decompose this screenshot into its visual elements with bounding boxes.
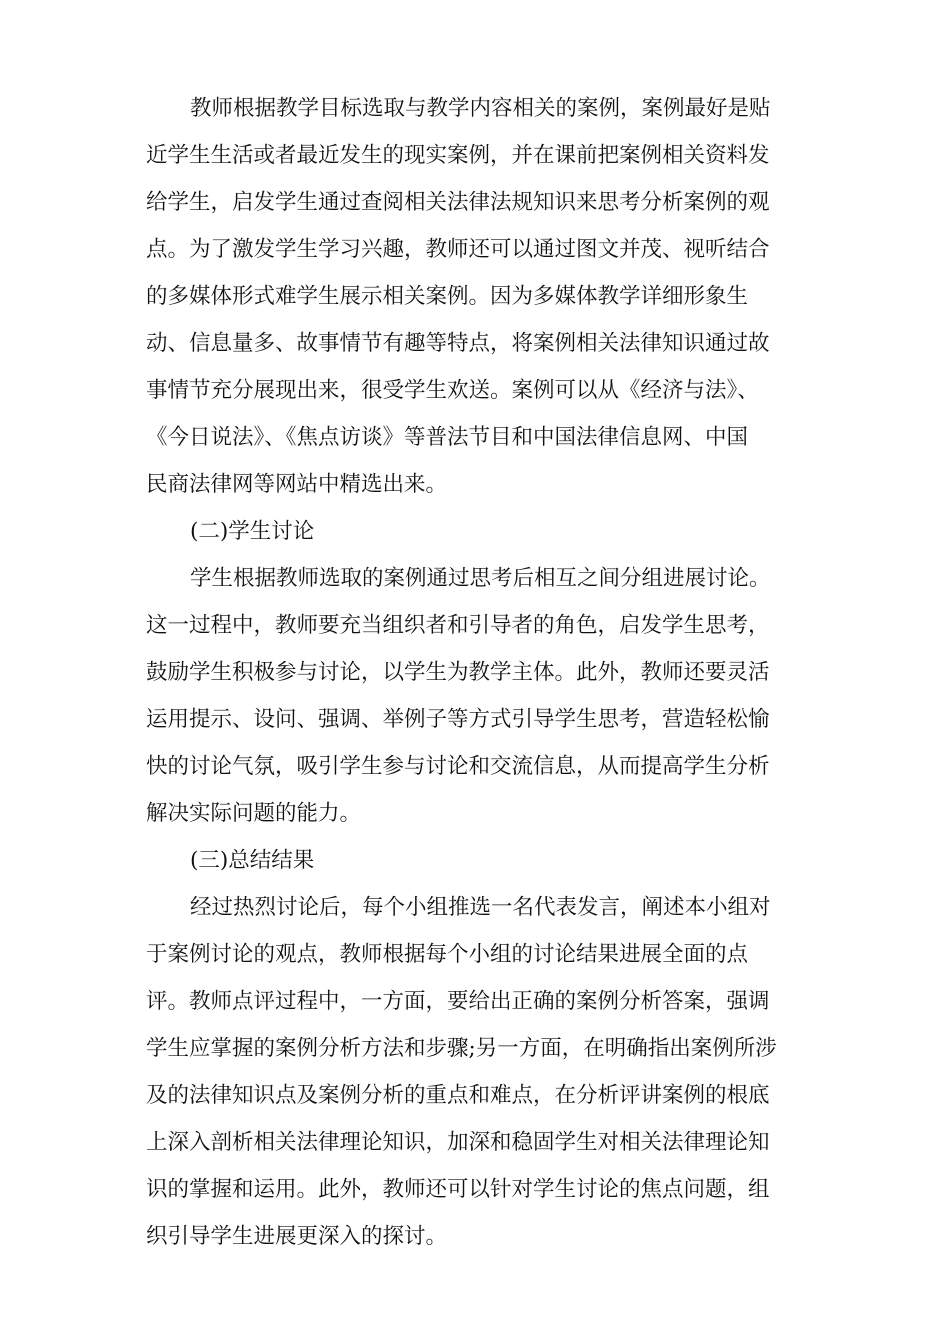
paragraph-line: 识的掌握和运用。此外，教师还可以针对学生讨论的焦点问题，组 — [146, 1177, 770, 1202]
paragraph-line: 学生应掌握的案例分析方法和步骤;另一方面，在明确指出案例所涉 — [146, 1036, 777, 1061]
paragraph-line: 评。教师点评过程中，一方面，要给出正确的案例分析答案，强调 — [146, 989, 770, 1014]
paragraph-line: 运用提示、设问、强调、举例子等方式引导学生思考，营造轻松愉 — [146, 707, 770, 732]
paragraph-line: 上深入剖析相关法律理论知识，加深和稳固学生对相关法律理论知 — [146, 1130, 770, 1155]
paragraph-line: 点。为了激发学生学习兴趣，教师还可以通过图文并茂、视听结合 — [146, 237, 770, 262]
paragraph-line: 快的讨论气氛，吸引学生参与讨论和交流信息，从而提高学生分析 — [146, 754, 770, 779]
paragraph-line: 《今日说法》、《焦点访谈》等普法节目和中国法律信息网、中国 — [146, 425, 749, 450]
paragraph-line: 这一过程中，教师要充当组织者和引导者的角色，启发学生思考， — [146, 613, 770, 638]
paragraph-line: 于案例讨论的观点，教师根据每个小组的讨论结果进展全面的点 — [146, 942, 749, 967]
paragraph-line: 近学生生活或者最近发生的现实案例，并在课前把案例相关资料发 — [146, 143, 770, 168]
paragraph-line: 经过热烈讨论后，每个小组推选一名代表发言，阐述本小组对 — [190, 895, 771, 920]
paragraph-line: 织引导学生进展更深入的探讨。 — [146, 1224, 448, 1249]
paragraph-line: 及的法律知识点及案例分析的重点和难点，在分析评讲案例的根底 — [146, 1083, 770, 1108]
paragraph-line: 给学生，启发学生通过查阅相关法律法规知识来思考分析案例的观 — [146, 190, 770, 215]
paragraph-line: 动、信息量多、故事情节有趣等特点，将案例相关法律知识通过故 — [146, 331, 770, 356]
section-heading-discussion: (二)学生讨论 — [190, 519, 315, 544]
paragraph-line: 教师根据教学目标选取与教学内容相关的案例，案例最好是贴 — [190, 96, 771, 121]
paragraph-line: 民商法律网等网站中精选出来。 — [146, 472, 448, 497]
section-heading-summary: (三)总结结果 — [190, 848, 315, 873]
paragraph-line: 学生根据教师选取的案例通过思考后相互之间分组进展讨论。 — [190, 566, 771, 591]
paragraph-line: 解决实际问题的能力。 — [146, 801, 362, 826]
paragraph-line: 事情节充分展现出来，很受学生欢送。案例可以从《经济与法》、 — [146, 378, 759, 403]
paragraph-line: 鼓励学生积极参与讨论，以学生为教学主体。此外，教师还要灵活 — [146, 660, 770, 685]
paragraph-line: 的多媒体形式难学生展示相关案例。因为多媒体教学详细形象生 — [146, 284, 749, 309]
